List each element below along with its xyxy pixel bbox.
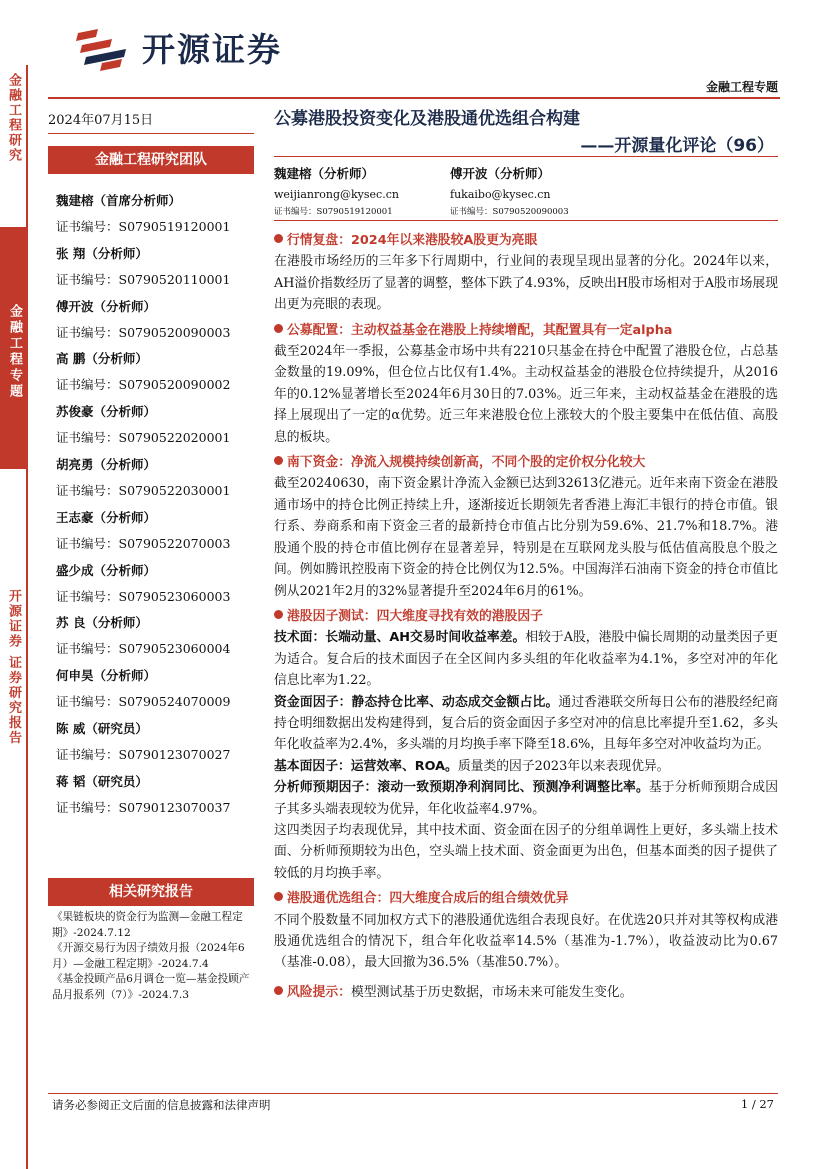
para-lead: 基本面因子：运营效率、ROA。 xyxy=(274,758,458,774)
analyst-cert: 证书编号：S0790522020001 xyxy=(56,430,231,446)
section-heading xyxy=(274,982,778,1003)
analyst-cert: 证书编号：S0790523060003 xyxy=(56,588,231,604)
analyst-cert: 证书编号：S0790520090002 xyxy=(56,377,231,393)
analyst-name: 胡亮勇（分析师） xyxy=(56,456,157,472)
analyst-item xyxy=(56,403,256,456)
analyst-item xyxy=(56,773,256,826)
analyst-list xyxy=(56,192,256,826)
bullet-icon xyxy=(274,986,283,995)
analyst-name: 苏 良（分析师） xyxy=(56,615,148,631)
report-summary xyxy=(274,226,778,1003)
para-text: 相较于A股，港股中偏长周期的动量类因子更为适合。复合后的技术面因子在全区间内多头组的年化收益率为4.1%，多空对冲的年化信息比率为1.22。 xyxy=(274,630,778,689)
disclaimer-note: 请务必参阅正文后面的信息披露和法律声明 xyxy=(52,1098,271,1112)
bullet-icon xyxy=(274,610,283,619)
analyst-name: 苏俊豪（分析师） xyxy=(56,404,157,420)
analyst-cert: 证书编号：S0790524070009 xyxy=(56,694,231,710)
analyst-name: 陈 威（研究员） xyxy=(56,720,148,736)
para-text: 不同个股数量不同加权方式下的港股通优选组合表现良好。在优选20只并对其等权构成港股通优选组合的情况下，组合年化收益率14.5%（基准为-1.7%），收益波动比为0.67（基准-0.08），最大回撤为36.5%（基准50.7%）。 xyxy=(274,912,778,971)
bullet-icon xyxy=(274,234,283,243)
author-name: 魏建榕（分析师） xyxy=(274,166,375,181)
para-text: 截至20240630，南下资金累计净流入金额已达到32613亿港元。近年来南下资金在港股通市场中的持仓比例正持续上升，逐渐接近长期领先者香港上海汇丰银行的持仓市值。银行系、券商系和南下资金三者的最新持仓市值占比分别为59.6%、21.7%和18.7%。港股通个股的持仓市值比例存在显著差异，特别是在互联网龙头股与低估值高股息个股之间。例如腾讯控股南下资金的持仓比例仅为12.5%。中国海洋石油南下资金的持仓市值比例从2021年2月的32%显著提升至2024年6月的61%。 xyxy=(274,476,778,599)
analyst-item xyxy=(56,350,256,403)
section-paragraph xyxy=(274,910,778,974)
section-paragraph xyxy=(274,473,778,601)
analyst-cert: 证书编号：S0790523060004 xyxy=(56,641,231,657)
analyst-name: 王志豪（分析师） xyxy=(56,509,157,525)
risk-text: 模型测试基于历史数据，市场未来可能发生变化。 xyxy=(350,984,633,1000)
author-email[interactable]: weijianrong@kysec.cn xyxy=(274,188,399,201)
section-paragraph xyxy=(274,777,778,820)
report-title: 公募港股投资变化及港股通优选组合构建 xyxy=(274,109,580,129)
analyst-item xyxy=(56,720,256,773)
side-tab-top-label: 金融工程研究 xyxy=(6,73,21,163)
section-paragraph xyxy=(274,251,778,315)
section-heading-text: 风险提示： xyxy=(287,984,351,1000)
para-lead: 技术面：长端动量、AH交易时间收益率差。 xyxy=(274,630,526,646)
section-heading xyxy=(274,452,778,473)
analyst-name: 盛少成（分析师） xyxy=(56,562,157,578)
author-divider-top xyxy=(274,156,778,157)
side-tab-middle xyxy=(0,227,28,469)
related-report-link[interactable]: 《基金投顾产品6月调仓一览—基金投顾产品月报系列（7）》-2024.7.3 xyxy=(52,973,250,1001)
analyst-name: 高 鹏（分析师） xyxy=(56,351,148,367)
para-text: 截至2024年一季报，公募基金市场中共有2210只基金在持仓中配置了港股仓位，占总基金数量的19.09%，但仓位占比仅有1.4%。主动权益基金的港股仓位持续提升，从2016年的0.12%显著增长至2024年6月30日的7.03%。近三年来，主动权益基金在港股的选择上展现出了一定的α优势。近三年来港股仓位上涨较大的个股主要集中在低估值、高股息的板块。 xyxy=(274,344,778,445)
para-text: 基于分析师预期合成因子其多头端表现较为优异，年化收益率4.97%。 xyxy=(274,780,779,817)
author-email[interactable]: fukaibo@kysec.cn xyxy=(450,188,551,201)
team-banner: 金融工程研究团队 xyxy=(48,146,254,174)
related-reports-banner: 相关研究报告 xyxy=(48,878,254,906)
analyst-item xyxy=(56,509,256,562)
analyst-cert: 证书编号：S0790520090003 xyxy=(56,324,231,340)
section-paragraph xyxy=(274,341,778,448)
related-report-link[interactable]: 《开源交易行为因子绩效月报（2024年6月）—金融工程定期》-2024.7.4 xyxy=(52,942,245,970)
bullet-icon xyxy=(274,892,283,901)
analyst-item xyxy=(56,298,256,351)
related-reports-list xyxy=(52,910,258,1003)
brand-logo-icon xyxy=(72,25,132,71)
analyst-cert: 证书编号：S0790123070037 xyxy=(56,799,231,815)
para-text: 通过香港联交所每日公布的港股经纪商持仓明细数据出发构建得到，复合后的资金面因子多空对冲的信息比率提升至1.62，多头年化收益率为2.4%，多头端的月均换手率下降至18.6%，且每年多空对冲收益均为正。 xyxy=(274,694,779,753)
side-tab-top xyxy=(0,65,28,227)
side-tab-bottom xyxy=(0,469,28,1169)
para-text: 在港股市场经历的三年多下行周期中，行业间的表现呈现出显著的分化。2024年以来，AH溢价指数经历了显著的调整，整体下跌了4.93%，反映出H股市场相对于A股市场展现出更为亮眼的表现。 xyxy=(274,254,778,313)
section-paragraph xyxy=(274,820,778,884)
footer-divider xyxy=(48,1093,778,1094)
analyst-item xyxy=(56,192,256,245)
analyst-name: 魏建榕（首席分析师） xyxy=(56,193,182,208)
author-divider-bottom xyxy=(274,220,778,221)
report-type-label: 金融工程专题 xyxy=(705,80,778,94)
side-tab-bottom-label: 开源证券 证券研究报告 xyxy=(6,589,21,746)
section-paragraph xyxy=(274,756,778,777)
author-block xyxy=(450,164,569,217)
section-heading-text: 公募配置：主动权益基金在港股上持续增配，其配置具有一定alpha xyxy=(287,322,673,338)
analyst-item xyxy=(56,456,256,509)
brand-name: 开源证券 xyxy=(142,30,282,69)
related-report-link[interactable]: 《果链板块的资金行为监测—金融工程定期》-2024.7.12 xyxy=(52,911,243,939)
brand-logo xyxy=(72,24,282,71)
analyst-cert: 证书编号：S0790520110001 xyxy=(56,271,231,287)
report-date: 2024年07月15日 xyxy=(48,113,154,128)
analyst-cert: 证书编号：S0790123070027 xyxy=(56,746,231,762)
header-divider xyxy=(48,97,780,99)
section-heading xyxy=(274,230,778,251)
section-paragraph xyxy=(274,692,778,756)
para-text: 这四类因子均表现优异，其中技术面、资金面在因子的分组单调性上更好，多头端上技术面、分析师预期较为出色，空头端上技术面、资金面更为出色，但基本面类的因子提供了较低的月均换手率。 xyxy=(274,822,778,881)
section-heading xyxy=(274,606,778,627)
author-block xyxy=(274,164,399,217)
section-heading-text: 南下资金：净流入规模持续创新高，不同个股的定价权分化较大 xyxy=(287,455,646,471)
report-subtitle: ——开源量化评论（96） xyxy=(580,136,774,156)
para-text: 质量类的因子2023年以来表现优异。 xyxy=(457,758,670,774)
section-heading xyxy=(274,320,778,341)
analyst-item xyxy=(56,562,256,615)
section-heading-text: 港股通优选组合：四大维度合成后的组合绩效优异 xyxy=(287,891,569,907)
analyst-name: 何申昊（分析师） xyxy=(56,668,157,684)
bullet-icon xyxy=(274,324,283,333)
side-tab-middle-label: 金融工程专题 xyxy=(7,304,22,400)
analyst-cert: 证书编号：S0790522070003 xyxy=(56,535,231,551)
analyst-item xyxy=(56,667,256,720)
para-lead: 资金面因子：静态持仓比率、动态成交金额占比。 xyxy=(274,694,559,710)
analyst-cert: 证书编号：S0790522030001 xyxy=(56,482,231,498)
analyst-name: 傅开波（分析师） xyxy=(56,298,157,314)
left-divider xyxy=(48,133,254,134)
author-cert: 证书编号：S0790520090003 xyxy=(450,207,569,217)
author-cert: 证书编号：S0790519120001 xyxy=(274,207,393,217)
page-number: 1 / 27 xyxy=(740,1097,774,1111)
analyst-name: 张 翔（分析师） xyxy=(56,245,148,261)
analyst-item xyxy=(56,614,256,667)
analyst-name: 蒋 韬（研究员） xyxy=(56,773,148,789)
bullet-icon xyxy=(274,456,283,465)
section-heading-text: 港股因子测试：四大维度寻找有效的港股因子 xyxy=(287,608,543,624)
section-paragraph xyxy=(274,627,778,691)
analyst-cert: 证书编号：S0790519120001 xyxy=(56,219,231,234)
section-heading xyxy=(274,888,778,909)
para-lead: 分析师预期因子：滚动一致预期净利润同比、预测净利调整比率。 xyxy=(274,780,649,796)
section-heading-text: 行情复盘：2024年以来港股较A股更为亮眼 xyxy=(287,233,538,248)
author-name: 傅开波（分析师） xyxy=(450,166,551,181)
analyst-item xyxy=(56,245,256,298)
